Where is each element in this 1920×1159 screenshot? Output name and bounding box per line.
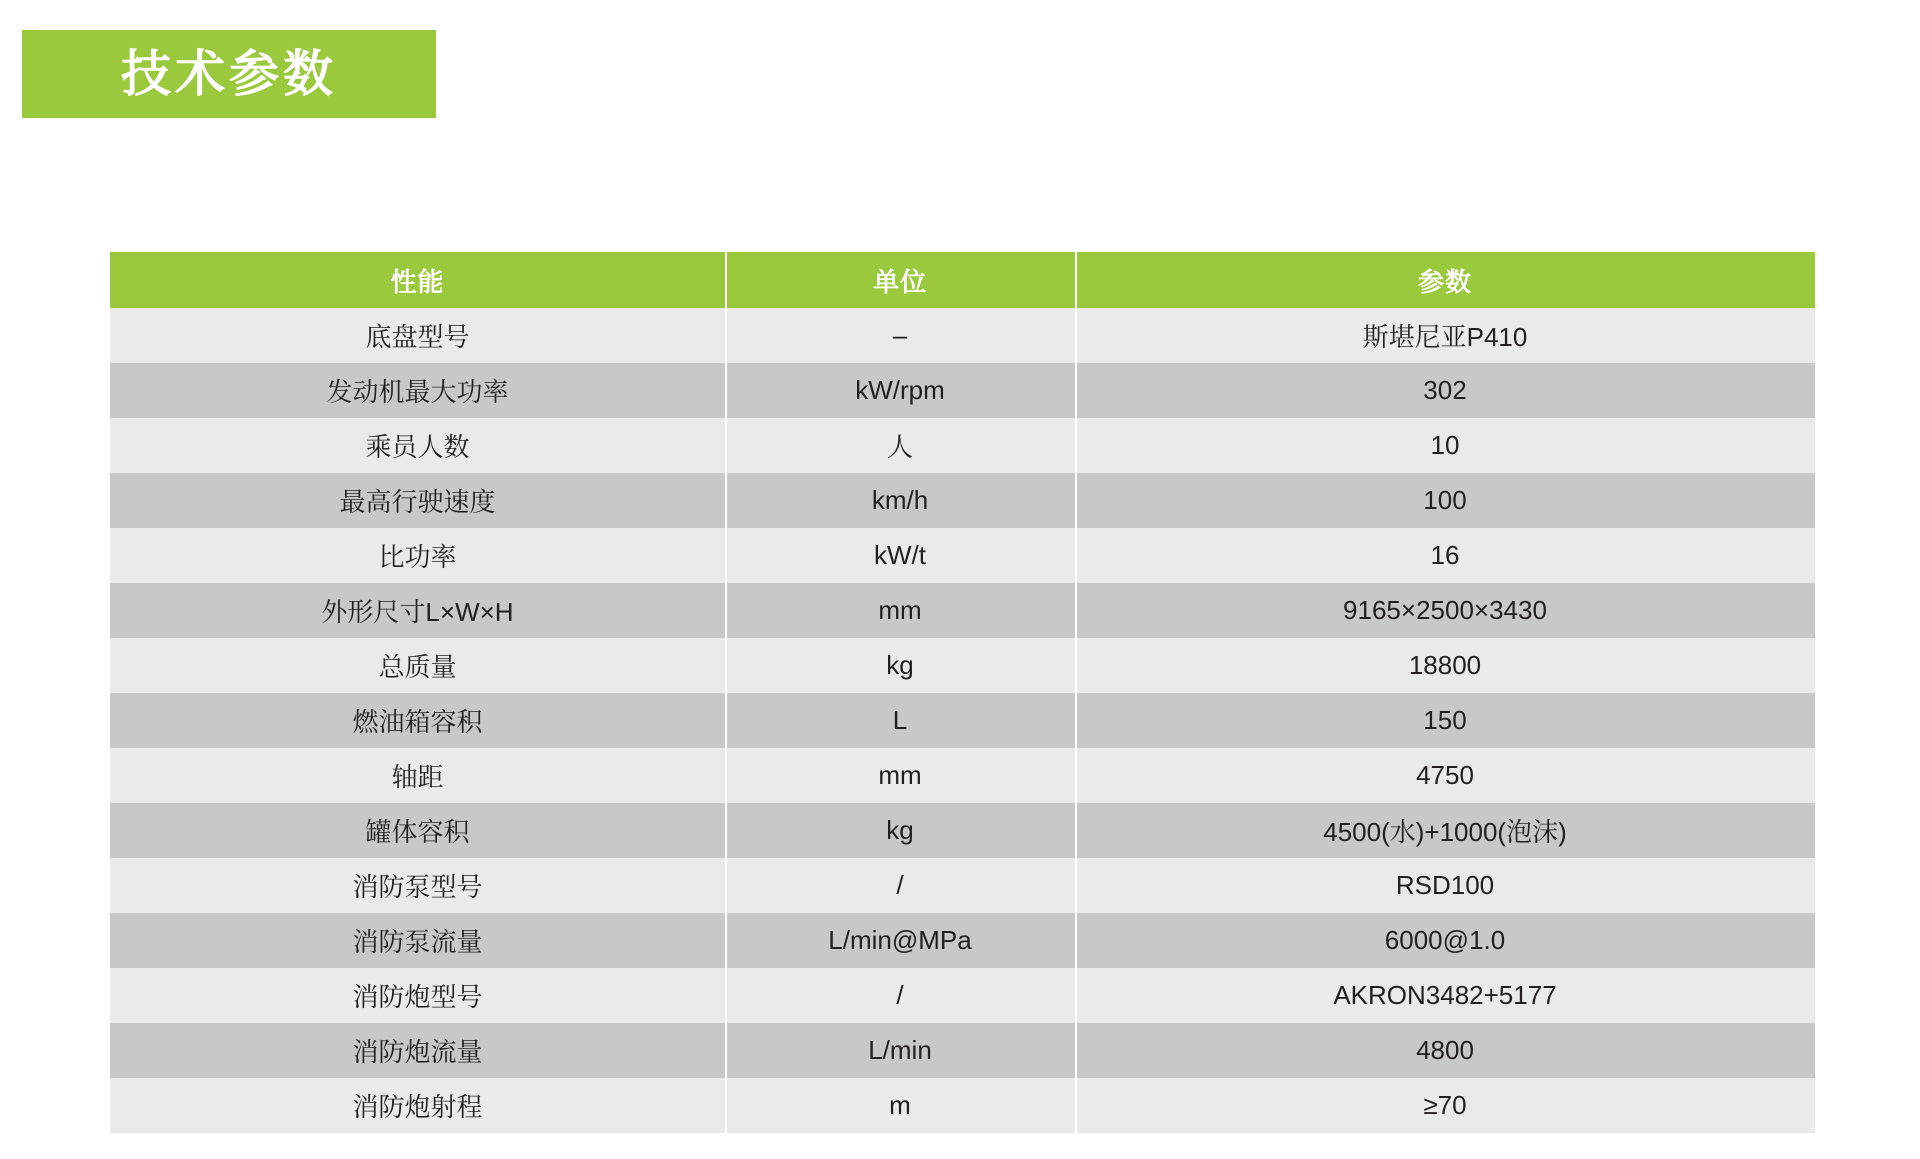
table-row <box>110 638 1815 693</box>
table-header <box>110 252 1815 308</box>
cell-performance: 乘员人数 <box>110 418 725 473</box>
cell-parameter: 斯堪尼亚P410 <box>1075 308 1815 363</box>
cell-performance: 外形尺寸L×W×H <box>110 583 725 638</box>
table-row <box>110 968 1815 1023</box>
cell-unit: L/min@MPa <box>725 913 1075 968</box>
cell-performance: 罐体容积 <box>110 803 725 858</box>
cell-parameter: 9165×2500×3430 <box>1075 583 1815 638</box>
cell-parameter: 18800 <box>1075 638 1815 693</box>
cell-performance: 消防泵型号 <box>110 858 725 913</box>
cell-performance: 消防泵流量 <box>110 913 725 968</box>
table-row <box>110 583 1815 638</box>
page-title: 技术参数 <box>121 46 337 102</box>
cell-unit: m <box>725 1078 1075 1133</box>
table-row <box>110 1078 1815 1133</box>
cell-unit: kg <box>725 803 1075 858</box>
cell-parameter: 4750 <box>1075 748 1815 803</box>
table-row <box>110 1023 1815 1078</box>
table-row <box>110 858 1815 913</box>
cell-performance: 消防炮流量 <box>110 1023 725 1078</box>
cell-parameter: 302 <box>1075 363 1815 418</box>
cell-parameter: AKRON3482+5177 <box>1075 968 1815 1023</box>
cell-unit: km/h <box>725 473 1075 528</box>
column-header-performance: 性能 <box>110 252 725 308</box>
table-row <box>110 803 1815 858</box>
cell-unit: kW/t <box>725 528 1075 583</box>
column-header-unit: 单位 <box>725 252 1075 308</box>
table-row <box>110 308 1815 363</box>
cell-unit: mm <box>725 748 1075 803</box>
cell-unit: 人 <box>725 418 1075 473</box>
table-row <box>110 748 1815 803</box>
cell-parameter: RSD100 <box>1075 858 1815 913</box>
cell-unit: kg <box>725 638 1075 693</box>
cell-unit: mm <box>725 583 1075 638</box>
cell-unit: / <box>725 968 1075 1023</box>
cell-parameter: 6000@1.0 <box>1075 913 1815 968</box>
cell-performance: 底盘型号 <box>110 308 725 363</box>
cell-parameter: 10 <box>1075 418 1815 473</box>
cell-performance: 轴距 <box>110 748 725 803</box>
cell-parameter: ≥70 <box>1075 1078 1815 1133</box>
cell-parameter: 150 <box>1075 693 1815 748</box>
cell-performance: 消防炮型号 <box>110 968 725 1023</box>
table-row <box>110 528 1815 583</box>
cell-performance: 燃油箱容积 <box>110 693 725 748</box>
specifications-table <box>110 252 1815 1133</box>
cell-unit: – <box>725 308 1075 363</box>
cell-unit: kW/rpm <box>725 363 1075 418</box>
cell-performance: 消防炮射程 <box>110 1078 725 1133</box>
cell-unit: L/min <box>725 1023 1075 1078</box>
cell-performance: 发动机最大功率 <box>110 363 725 418</box>
spec-table-container <box>110 252 1815 1133</box>
cell-parameter: 4500(水)+1000(泡沫) <box>1075 803 1815 858</box>
cell-unit: L <box>725 693 1075 748</box>
section-title-banner <box>22 30 436 118</box>
table-header-row <box>110 252 1815 308</box>
column-header-parameter: 参数 <box>1075 252 1815 308</box>
table-row <box>110 693 1815 748</box>
cell-parameter: 16 <box>1075 528 1815 583</box>
cell-performance: 最高行驶速度 <box>110 473 725 528</box>
table-row <box>110 473 1815 528</box>
table-row <box>110 418 1815 473</box>
cell-unit: / <box>725 858 1075 913</box>
table-row <box>110 363 1815 418</box>
cell-performance: 总质量 <box>110 638 725 693</box>
table-row <box>110 913 1815 968</box>
cell-parameter: 100 <box>1075 473 1815 528</box>
cell-performance: 比功率 <box>110 528 725 583</box>
cell-parameter: 4800 <box>1075 1023 1815 1078</box>
table-body <box>110 308 1815 1133</box>
